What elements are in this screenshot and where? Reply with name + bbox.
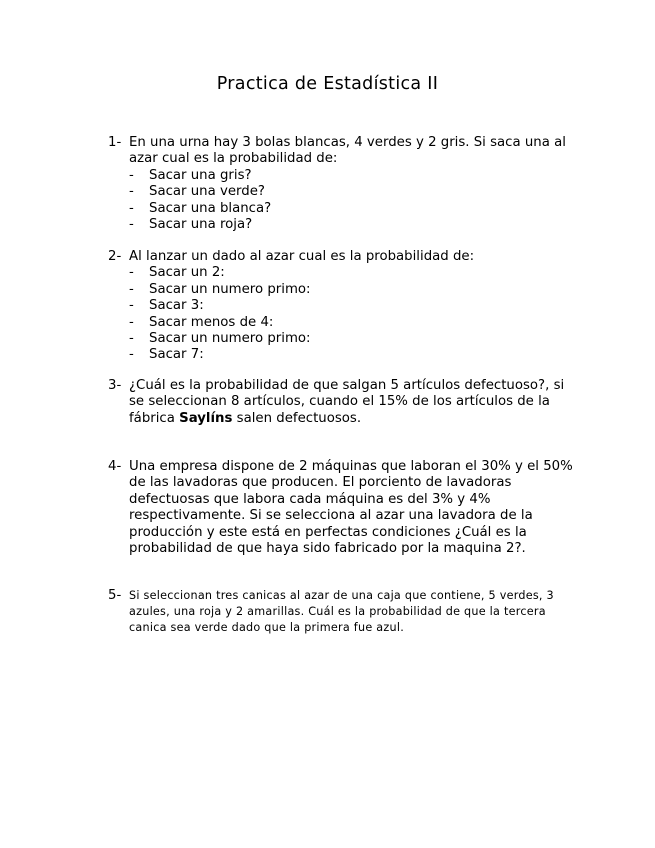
dash-bullet: - xyxy=(129,347,134,363)
question-text: Si seleccionan tres canicas al azar de una caja que contiene, 5 verdes, 3 azules, una roja y 2 amarillas. Cuál es la probabilidad de que la tercera canica sea verde dado que la primera fue azul. xyxy=(129,589,554,634)
question-number: 5- xyxy=(108,588,122,603)
question-1 xyxy=(108,135,578,233)
dash-bullet: - xyxy=(129,217,134,233)
dash-bullet: - xyxy=(129,331,134,347)
dash-bullet: - xyxy=(129,298,134,314)
question-text: ¿Cuál es la probabilidad de que salgan 5 artículos defectuoso?, si se seleccionan 8 artículos, cuando el 15% de los artículos de la fábrica Saylíns salen defectuosos. xyxy=(129,378,565,426)
list-item: - Sacar un 2: xyxy=(129,265,225,281)
dash-bullet: - xyxy=(129,314,134,330)
list-item: - Sacar una gris? xyxy=(129,167,252,183)
dash-bullet: - xyxy=(129,265,134,281)
list-item: - Sacar una roja? xyxy=(129,217,253,233)
question-3 xyxy=(108,378,578,427)
question-number: 4- xyxy=(108,459,122,474)
list-item: - Sacar un numero primo: xyxy=(129,331,311,347)
dash-bullet: - xyxy=(129,167,134,183)
question-5 xyxy=(108,588,578,636)
list-item: - Sacar un numero primo: xyxy=(129,281,311,297)
list-item: - Sacar 7: xyxy=(129,347,204,363)
question-number: 3- xyxy=(108,378,122,393)
list-item: - Sacar menos de 4: xyxy=(129,314,274,330)
question-text: En una urna hay 3 bolas blancas, 4 verdes y 2 gris. Si saca una al azar cual es la probabilidad de: xyxy=(129,135,566,167)
company-name: Saylíns xyxy=(179,410,233,426)
question-number: 1- xyxy=(108,135,122,150)
question-4 xyxy=(108,459,578,557)
dash-bullet: - xyxy=(129,281,134,297)
list-item: - Sacar una verde? xyxy=(129,184,265,200)
list-item: - Sacar una blanca? xyxy=(129,200,272,216)
list-item: - Sacar 3: xyxy=(129,298,204,314)
dash-bullet: - xyxy=(129,200,134,216)
question-2 xyxy=(108,249,578,364)
dash-bullet: - xyxy=(129,184,134,200)
question-text: Al lanzar un dado al azar cual es la probabilidad de: xyxy=(129,249,475,264)
page-title: Practica de Estadística II xyxy=(216,74,439,94)
question-text: Una empresa dispone de 2 máquinas que laboran el 30% y el 50% de las lavadoras que producen. El porciento de lavadoras defectuosas que labora cada máquina es del 3% y 4% respectivamente. Si se selecciona al azar una lavadora de la producción y este está en perfectas condiciones ¿Cuál es la probabilidad de que haya sido fabricado por la maquina 2?. xyxy=(129,459,573,557)
question-number: 2- xyxy=(108,249,122,264)
